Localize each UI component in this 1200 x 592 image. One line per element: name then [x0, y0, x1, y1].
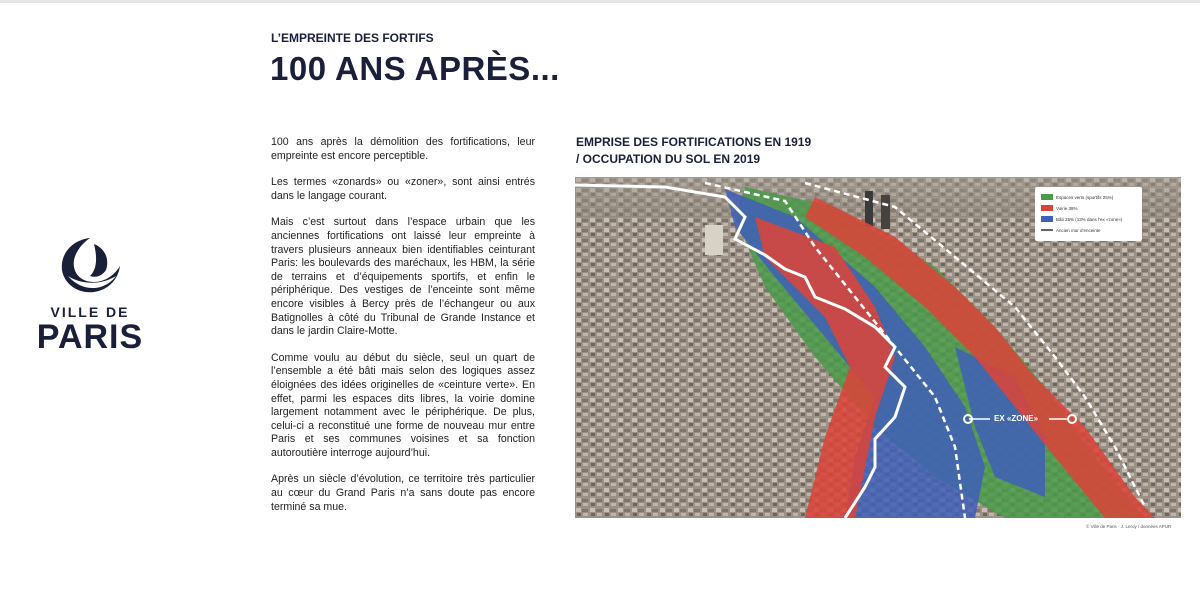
section-kicker: L’EMPREINTE DES FORTIFS: [271, 31, 434, 45]
legend-label: Bâti 25% (13% dans l’ex «zone»): [1056, 216, 1123, 222]
zone-label: EX «ZONE»: [994, 414, 1039, 423]
legend-item: [1041, 226, 1101, 234]
ship-emblem-icon: [50, 232, 130, 302]
body-text: [271, 136, 535, 527]
paragraph: Les termes «zonards» ou «zoner», sont ainsi entrés dans le langage courant.: [271, 176, 535, 202]
legend-item: [1041, 204, 1078, 212]
top-divider: [0, 0, 1200, 3]
legend-swatch-red: [1041, 205, 1053, 211]
paragraph: Comme voulu au début du siècle, seul un quart de l’ensemble a été bâti mais selon des logiques assez éloignées des idées originelles de «ceinture verte». En effet, parmi les espaces dits libres, la voirie domine largement notamment avec le périphérique. De plus, celui-ci a reconstitué une forme de nouveau mur entre Paris et ses communes voisines et sa fonction autoroutière interroge aujourd’hui.: [271, 351, 535, 459]
page-title: 100 ANS APRÈS...: [270, 50, 560, 87]
logo-text-paris: PARIS: [36, 318, 144, 356]
map-title: [576, 134, 811, 168]
paragraph: 100 ans après la démolition des fortifications, leur empreinte est encore perceptible.: [271, 136, 535, 162]
legend-item: [1041, 193, 1113, 201]
legend-label: Ancien mur d’enceinte: [1056, 227, 1101, 233]
legend-label: Voirie 38%: [1056, 205, 1078, 211]
image-credit: © Ville de Paris - J. Leroy / données APUR: [1086, 524, 1172, 529]
paragraph: Après un siècle d’évolution, ce territoire très particulier au cœur du Grand Paris n’a sans doute pas encore terminé sa mue.: [271, 473, 535, 513]
legend-swatch-green: [1041, 194, 1053, 200]
map-title-line2: / OCCUPATION DU SOL EN 2019: [576, 152, 761, 166]
legend-label: Espaces verts (sportifs 25%): [1056, 194, 1114, 200]
legend-swatch-line: [1041, 229, 1053, 231]
legend-item: [1041, 215, 1122, 223]
map-title-line1: EMPRISE DES FORTIFICATIONS EN 1919: [576, 135, 812, 149]
paragraph: Mais c’est surtout dans l’espace urbain que les anciennes fortifications ont laissé leur empreinte à travers plusieurs anneaux bien identifiables ceinturant Paris: les boulevards des maréchaux, les HBM, la série de terrains et d’équipements sportifs, et enfin le périphérique. Des vestiges de l’enceinte sont même encore visibles à Bercy près de l’échangeur ou aux Batignolles à côté du Tribunal de Grande Instance et dans le jardin Claire-Motte.: [271, 216, 535, 338]
logo-text-ville-de: VILLE DE: [50, 304, 130, 320]
legend-swatch-blue: [1041, 216, 1053, 222]
map-legend: [1035, 187, 1142, 241]
ville-de-paris-logo: [28, 232, 152, 362]
